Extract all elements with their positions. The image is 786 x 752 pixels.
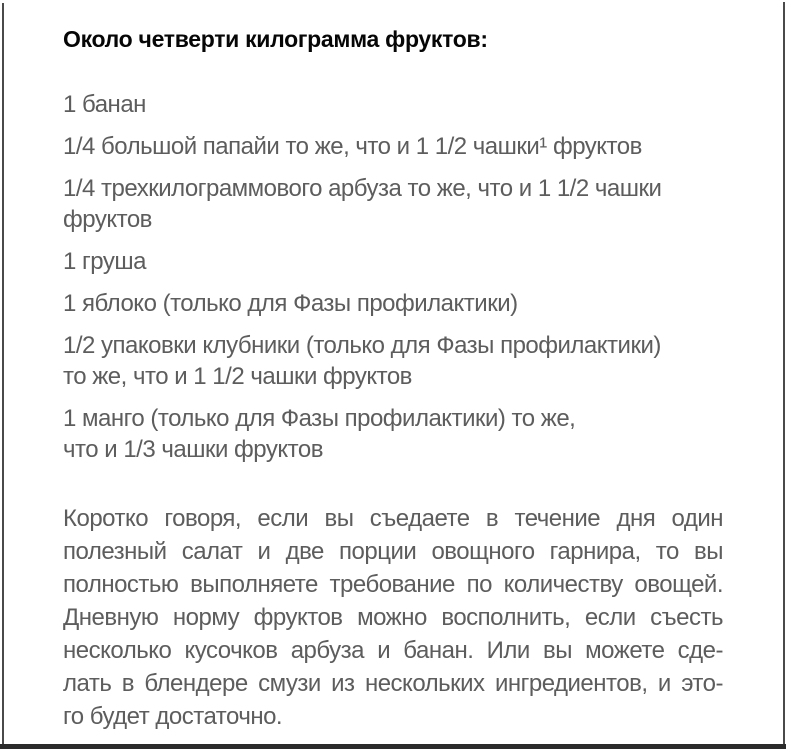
list-item-line: 1/4 трехкилограммового арбуза то же, что и 1 1/2 чашки <box>63 175 662 202</box>
page-bottom-rule <box>0 744 786 749</box>
list-item-line: фруктов <box>63 206 152 233</box>
paragraph-line: Коротко говоря, если вы съедаете в течение дня один <box>63 505 723 532</box>
page-content <box>63 26 723 733</box>
paragraph-line: лать в блендере смузи из нескольких ингредиентов, и это- <box>63 670 723 697</box>
page-left-border <box>2 3 4 744</box>
list-item-line: 1 манго (только для Фазы профилактики) то же, <box>63 405 576 432</box>
paragraph-line: полезный салат и две порции овощного гарнира, то вы <box>63 538 723 565</box>
section-heading: Около четверти килограмма фруктов: <box>63 26 488 52</box>
fruit-list <box>63 89 723 465</box>
page-right-border <box>783 2 785 744</box>
paragraph-line: го будет достаточно. <box>63 703 283 730</box>
list-item-watermelon <box>63 173 723 235</box>
list-item-strawberry <box>63 330 723 392</box>
list-item-line: то же, что и 1 1/2 чашки фруктов <box>63 363 412 390</box>
list-item-pear <box>63 246 723 277</box>
list-item-mango <box>63 403 723 465</box>
list-item-line: 1 банан <box>63 91 146 118</box>
list-item-line: 1 яблоко (только для Фазы профилактики) <box>63 290 518 317</box>
list-item-apple <box>63 288 723 319</box>
paragraph-line: полностью выполняете требование по количеству овощей. <box>63 571 723 598</box>
paragraph-line: Дневную норму фруктов можно восполнить, если съесть <box>63 604 723 631</box>
summary-paragraph <box>63 502 723 733</box>
paragraph-line: несколько кусочков арбуза и банан. Или вы можете сде- <box>63 637 723 664</box>
list-item-papaya <box>63 131 723 162</box>
list-item-banana <box>63 89 723 120</box>
list-item-line: 1/4 большой папайи то же, что и 1 1/2 чашки¹ фруктов <box>63 133 642 160</box>
list-item-line: 1 груша <box>63 248 146 275</box>
list-item-line: что и 1/3 чашки фруктов <box>63 436 323 463</box>
list-item-line: 1/2 упаковки клубники (только для Фазы профилактики) <box>63 332 661 359</box>
